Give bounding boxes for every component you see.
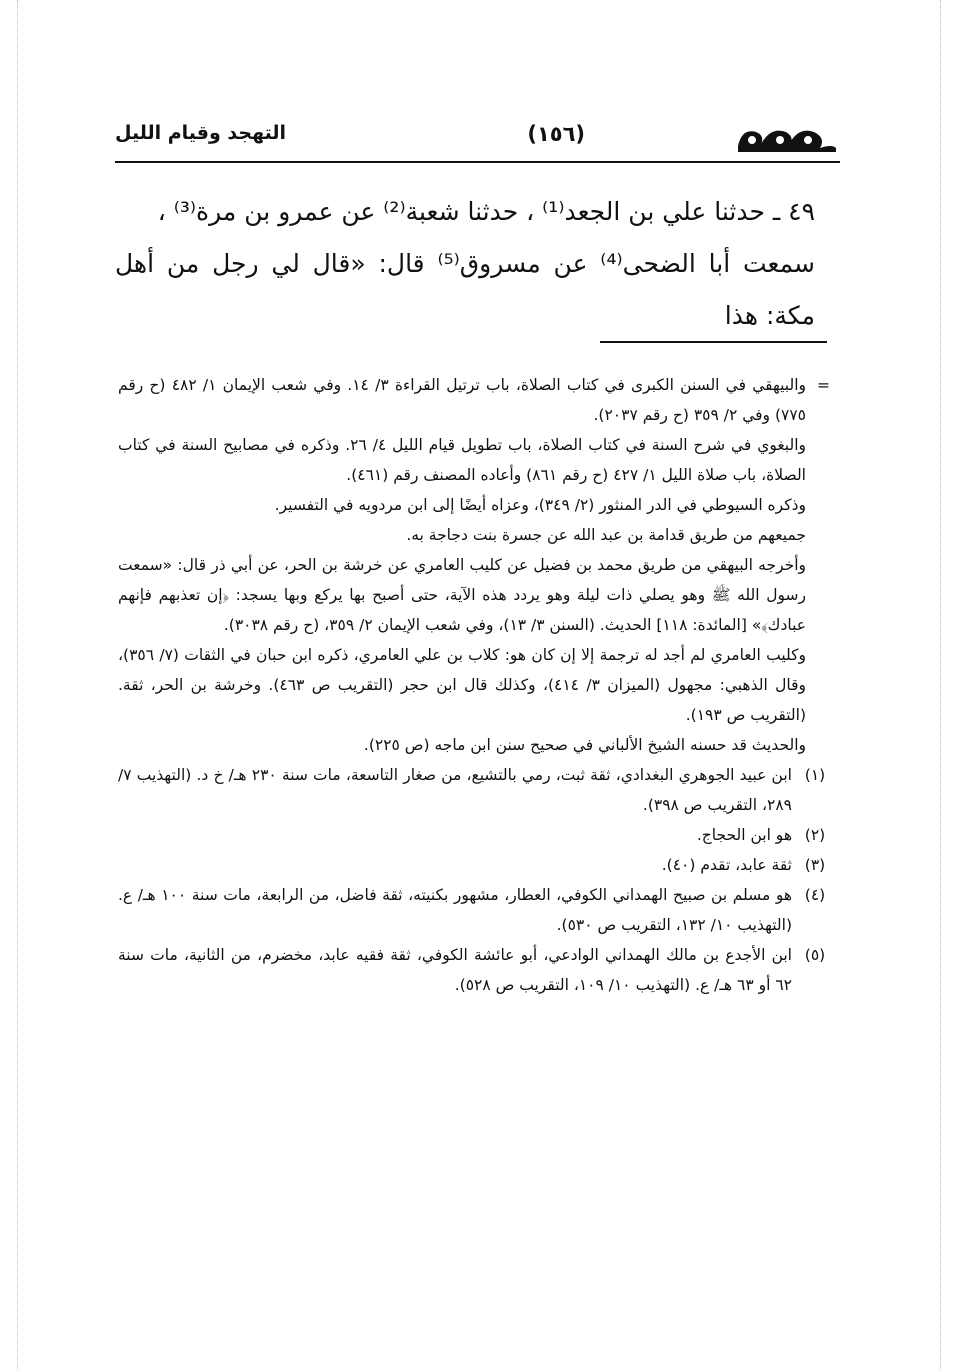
main-text — [115, 186, 815, 342]
continuation-paragraph: والبغوي في شرح السنة في كتاب الصلاة، باب تطويل قيام الليل ٤/ ٢٦. وذكره في مصابيح السنة في كتاب الصلاة، باب صلاة الليل ١/ ٤٢٧ (ح رقم ٨٦١) وأعاده المصنف رقم (٤٦١). — [118, 436, 807, 484]
continuation-paragraph: والحديث قد حسنه الشيخ الألباني في صحيح سنن ابن ماجه (ص ٢٢٥). — [363, 736, 806, 754]
continuation-paragraph: وذكره السيوطي في الدر المنثور (٢/ ٣٤٩)، وعزاه أيضًا إلى ابن مردويه في التفسير. — [274, 496, 806, 514]
footnote-4 — [118, 880, 838, 940]
page-number: (١٥٦) — [527, 122, 585, 146]
continuation-paragraph: وكليب العامري لم أجد له ترجمة إلا إن كان هو: كلاب بن علي العامري، ذكره ابن حبان في الثقات (٧/ ٣٥٦)، وقال الذهبي: مجهول (الميزان ٣/ ٤١٤)، وكذلك قال ابن حجر (التقريب ص ٤٦٣). وخرشة بن الحر، ثقة. (التقريب ص ١٩٣). — [118, 646, 806, 724]
footnote-text: هو مسلم بن صبيح الهمداني الكوفي، العطار، مشهور بكنيته، ثقة فاضل، من الرابعة، مات سنة ١٠٠ هـ/ ع. (التهذيب ١٠/ ١٣٢، التقريب ص ٥٣٠). — [118, 886, 793, 934]
running-title: التهجد وقيام الليل — [115, 122, 287, 144]
footnote-text: ثقة عابد، تقدم (٤٠). — [661, 856, 792, 874]
footnote-text: ابن عبيد الجوهري البغدادي، ثقة ثبت، رمي بالتشيع، من صغار التاسعة، مات سنة ٢٣٠ هـ/ خ د. (التهذيب ٧/ ٢٨٩، التقريب ص ٣٩٨). — [118, 766, 792, 814]
footnote-number: (٢) — [804, 826, 826, 844]
footnote-2 — [118, 820, 838, 850]
scan-edge-left — [17, 0, 19, 1370]
footnote-number: (٥) — [804, 946, 826, 964]
continuation-paragraph: وأخرجه البيهقي من طريق محمد بن فضيل عن كليب العامري عن خرشة بن الحر، عن أبي ذر قال: «سمعت رسول الله ﷺ وهو يصلي ذات ليلة وهو يردد هذه الآية، حتى أصبح بها يركع وبها يسجد: ﴿إن تعذبهم فإنهم عبادك﴾» [المائدة: ١١٨] الحديث. (السنن ٣/ ١٣)، وفي شعب الإيمان ٢/ ٣٥٩، (ح رقم ٣٠٣٨). — [118, 556, 806, 634]
header-ornament-icon — [730, 118, 840, 158]
continuation-paragraph: والبيهقي في السنن الكبرى في كتاب الصلاة، باب ترتيل القراءة ٣/ ١٤. وفي شعب الإيمان ١/ ٤٨٢ (ح رقم ٧٧٥) وفي ٢/ ٣٥٩ (ح رقم ٢٠٣٧). — [118, 376, 806, 424]
header-rule — [115, 161, 840, 163]
footnote-continuation — [118, 370, 838, 760]
continuation-paragraph: جميعهم من طريق قدامة بن عبد الله عن جسرة بنت دجاجة به. — [406, 526, 806, 544]
footnote-1 — [118, 760, 838, 820]
continuation-marker: = — [817, 376, 830, 394]
footnote-number: (١) — [804, 766, 826, 784]
page-header — [115, 118, 840, 158]
footnote-text: هو ابن الحجاج. — [696, 826, 792, 844]
footnote-number: (٤) — [804, 886, 826, 904]
footnote-number: (٣) — [804, 856, 826, 874]
scan-edge-right — [940, 0, 942, 1370]
footnotes — [118, 370, 838, 1000]
footnote-text: ابن الأجدع بن مالك الهمداني الوادعي، أبو عائشة الكوفي، ثقة فقيه عابد، مخضرم، من الثانية، مات سنة ٦٢ أو ٦٣ هـ/ ع. (التهذيب ١٠/ ١٠٩، التقريب ص ٥٢٨). — [118, 946, 792, 994]
footnote-3 — [118, 850, 838, 880]
footnote-5 — [118, 940, 838, 1000]
main-line-1: ٤٩ ـ حدثنا علي بن الجعد⁽¹⁾ ، حدثنا شعبة⁽²⁾ عن عمرو بن مرة⁽³⁾ ، — [157, 197, 815, 226]
main-line-2: سمعت أبا الضحى⁽⁴⁾ عن مسروق⁽⁵⁾ قال: «قال لي رجل من أهل مكة: هذا — [115, 249, 815, 330]
footnote-separator — [600, 341, 827, 343]
